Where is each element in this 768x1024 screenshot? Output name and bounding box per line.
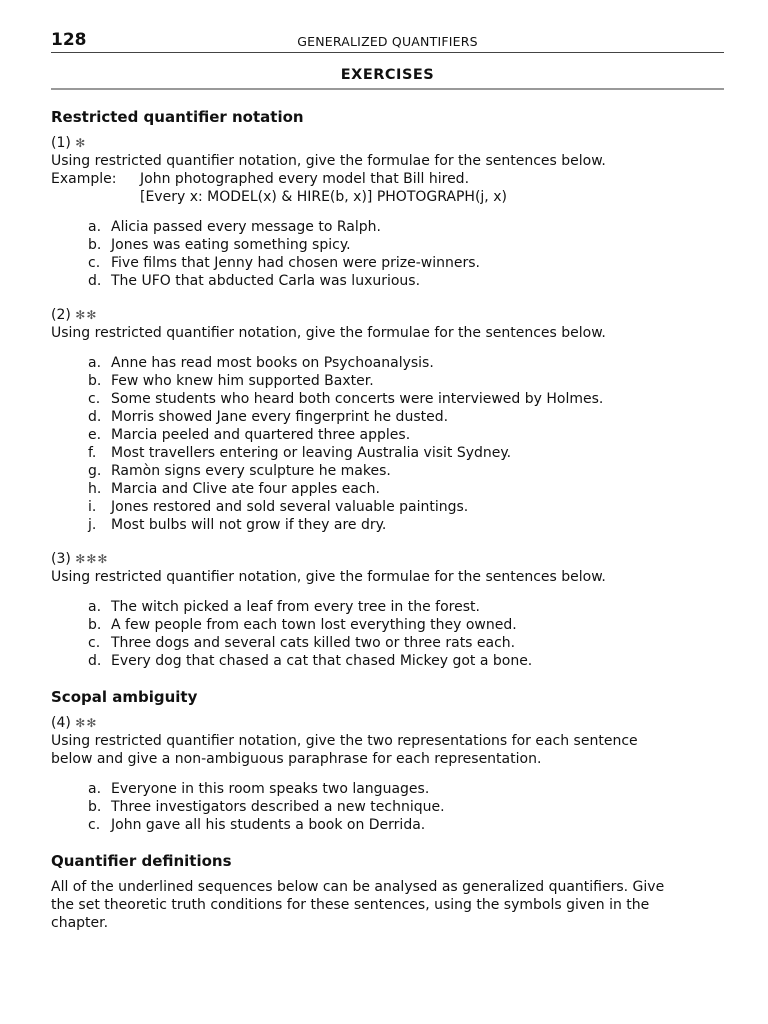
item-letter: b. bbox=[88, 373, 102, 389]
list-item bbox=[51, 652, 724, 670]
item-text: Most travellers entering or leaving Australia visit Sydney. bbox=[111, 445, 512, 461]
paragraph-line: All of the underlined sequences below can be analysed as generalized quantifiers. Give bbox=[51, 879, 665, 895]
item-list bbox=[51, 354, 724, 534]
list-item bbox=[51, 780, 724, 798]
item-text: Five films that Jenny had chosen were prize-winners. bbox=[111, 255, 480, 271]
exercises-title: EXERCISES bbox=[51, 67, 724, 90]
difficulty-stars-icon: ✻✻✻ bbox=[75, 552, 109, 566]
item-text: Jones was eating something spicy. bbox=[111, 237, 351, 253]
item-text: Everyone in this room speaks two languages. bbox=[111, 781, 430, 797]
item-text: Three dogs and several cats killed two or three rats each. bbox=[111, 635, 516, 651]
item-letter: d. bbox=[88, 273, 102, 289]
item-letter: c. bbox=[88, 255, 101, 271]
exercise-instruction-line: below and give a non-ambiguous paraphrase for each representation. bbox=[51, 751, 542, 767]
item-letter: j. bbox=[88, 517, 97, 533]
item-letter: e. bbox=[88, 427, 102, 443]
paragraph-line: chapter. bbox=[51, 915, 109, 931]
item-text: Alicia passed every message to Ralph. bbox=[111, 219, 381, 235]
exercise-instruction: Using restricted quantifier notation, give the formulae for the sentences below. bbox=[51, 569, 606, 585]
exercise-number-line bbox=[51, 714, 724, 732]
item-letter: a. bbox=[88, 219, 102, 235]
example-formula: [Every x: MODEL(x) & HIRE(b, x)] PHOTOGRAPH(j, x) bbox=[140, 189, 507, 205]
exercise-instruction-line: Using restricted quantifier notation, give the two representations for each sentence bbox=[51, 733, 638, 749]
running-title: GENERALIZED QUANTIFIERS bbox=[297, 34, 478, 49]
example-sentence: John photographed every model that Bill hired. bbox=[140, 171, 470, 187]
item-letter: c. bbox=[88, 391, 101, 407]
item-list bbox=[51, 780, 724, 834]
item-text: John gave all his students a book on Derrida. bbox=[111, 817, 426, 833]
list-item bbox=[51, 254, 724, 272]
list-item bbox=[51, 408, 724, 426]
page bbox=[51, 28, 724, 932]
item-letter: a. bbox=[88, 781, 102, 797]
list-item bbox=[51, 498, 724, 516]
example-row bbox=[51, 170, 724, 188]
exercise-2 bbox=[51, 306, 724, 534]
list-item bbox=[51, 480, 724, 498]
exercise-3 bbox=[51, 550, 724, 670]
item-letter: c. bbox=[88, 635, 101, 651]
difficulty-stars-icon: ✻ bbox=[75, 136, 87, 150]
section-heading: Restricted quantifier notation bbox=[51, 108, 304, 126]
item-letter: b. bbox=[88, 799, 102, 815]
list-item bbox=[51, 390, 724, 408]
exercise-number-line bbox=[51, 306, 724, 324]
exercise-number: (2) bbox=[51, 307, 71, 323]
exercise-number: (3) bbox=[51, 551, 71, 567]
list-item bbox=[51, 426, 724, 444]
item-text: Ramòn signs every sculpture he makes. bbox=[111, 463, 391, 479]
exercise-instruction: Using restricted quantifier notation, give the formulae for the sentences below. bbox=[51, 153, 606, 169]
item-text: Anne has read most books on Psychoanalysis. bbox=[111, 355, 434, 371]
item-letter: d. bbox=[88, 653, 102, 669]
item-list bbox=[51, 598, 724, 670]
exercise-number-line bbox=[51, 134, 724, 152]
list-item bbox=[51, 272, 724, 290]
item-letter: c. bbox=[88, 817, 101, 833]
page-number: 128 bbox=[51, 30, 87, 50]
exercise-instruction: Using restricted quantifier notation, give the formulae for the sentences below. bbox=[51, 325, 606, 341]
page-header bbox=[51, 28, 724, 53]
paragraph-line: the set theoretic truth conditions for these sentences, using the symbols given in the bbox=[51, 897, 650, 913]
item-list bbox=[51, 218, 724, 290]
exercise-number: (4) bbox=[51, 715, 71, 731]
list-item bbox=[51, 462, 724, 480]
item-letter: h. bbox=[88, 481, 102, 497]
example-label: Example: bbox=[51, 171, 117, 187]
list-item bbox=[51, 236, 724, 254]
list-item bbox=[51, 444, 724, 462]
item-letter: g. bbox=[88, 463, 102, 479]
item-text: Jones restored and sold several valuable paintings. bbox=[111, 499, 469, 515]
item-text: The UFO that abducted Carla was luxurious. bbox=[111, 273, 421, 289]
item-text: Some students who heard both concerts were interviewed by Holmes. bbox=[111, 391, 604, 407]
list-item bbox=[51, 372, 724, 390]
item-letter: i. bbox=[88, 499, 97, 515]
item-text: Most bulbs will not grow if they are dry. bbox=[111, 517, 387, 533]
list-item bbox=[51, 516, 724, 534]
section-heading: Scopal ambiguity bbox=[51, 688, 198, 706]
exercise-4 bbox=[51, 714, 724, 834]
list-item bbox=[51, 218, 724, 236]
item-letter: d. bbox=[88, 409, 102, 425]
item-text: Marcia peeled and quartered three apples. bbox=[111, 427, 411, 443]
list-item bbox=[51, 616, 724, 634]
list-item bbox=[51, 798, 724, 816]
item-letter: f. bbox=[88, 445, 97, 461]
list-item bbox=[51, 634, 724, 652]
item-letter: b. bbox=[88, 237, 102, 253]
list-item bbox=[51, 354, 724, 372]
item-text: A few people from each town lost everything they owned. bbox=[111, 617, 517, 633]
item-text: Every dog that chased a cat that chased Mickey got a bone. bbox=[111, 653, 533, 669]
list-item bbox=[51, 816, 724, 834]
list-item bbox=[51, 598, 724, 616]
item-text: Three investigators described a new technique. bbox=[111, 799, 445, 815]
difficulty-stars-icon: ✻✻ bbox=[75, 716, 98, 730]
item-text: The witch picked a leaf from every tree in the forest. bbox=[111, 599, 480, 615]
item-text: Few who knew him supported Baxter. bbox=[111, 373, 374, 389]
section-paragraph bbox=[51, 878, 724, 932]
item-text: Marcia and Clive ate four apples each. bbox=[111, 481, 380, 497]
exercise-number: (1) bbox=[51, 135, 71, 151]
difficulty-stars-icon: ✻✻ bbox=[75, 308, 98, 322]
section-heading: Quantifier definitions bbox=[51, 852, 232, 870]
exercise-number-line bbox=[51, 550, 724, 568]
item-letter: b. bbox=[88, 617, 102, 633]
item-letter: a. bbox=[88, 599, 102, 615]
item-text: Morris showed Jane every fingerprint he dusted. bbox=[111, 409, 449, 425]
exercise-1 bbox=[51, 134, 724, 290]
item-letter: a. bbox=[88, 355, 102, 371]
